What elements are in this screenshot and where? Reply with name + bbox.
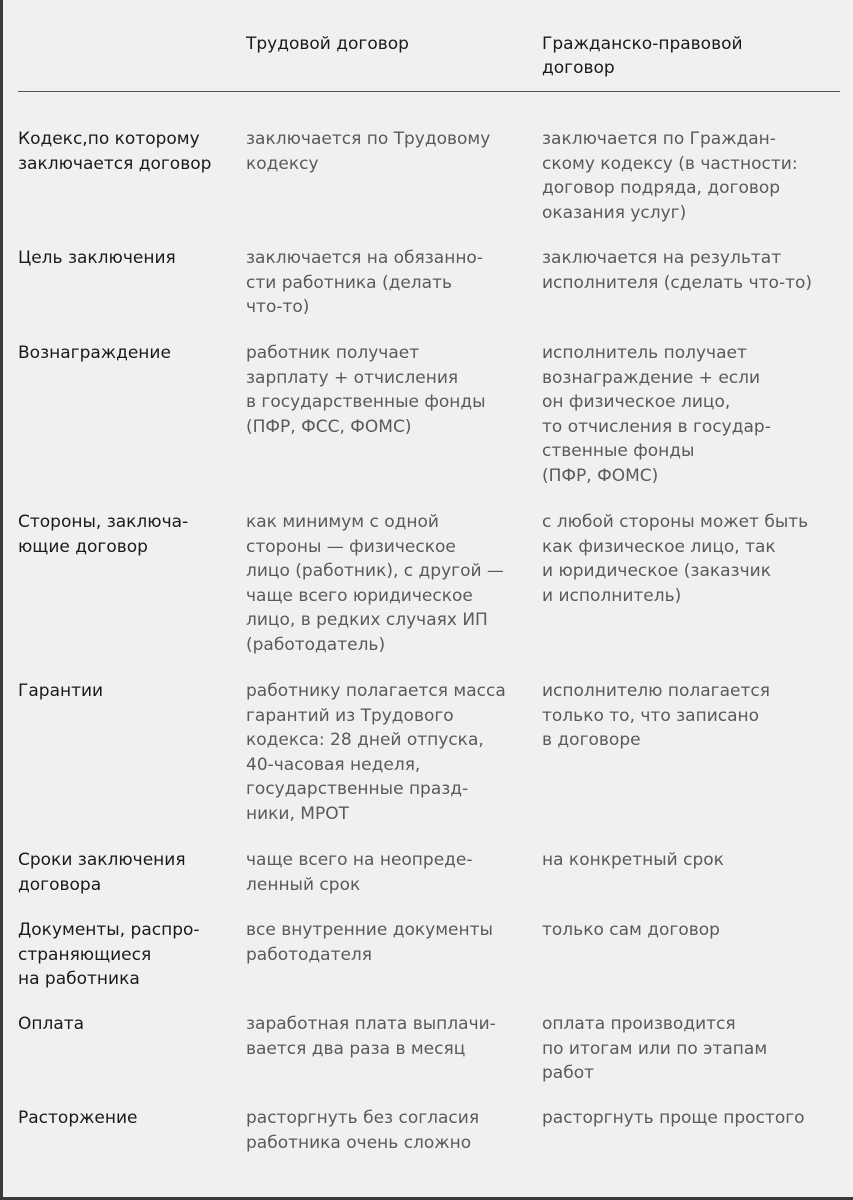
civil-cell: расторгнуть проще простого (542, 1108, 805, 1128)
row-label: Вознаграждение (18, 343, 171, 363)
row-label: Кодекс,по которому заключается договор (18, 129, 212, 174)
labor-cell: заработная плата выплачи- вается два раза в месяц (246, 1014, 496, 1059)
labor-cell: заключается по Трудовому кодексу (246, 129, 491, 174)
labor-cell: работнику полагается масса гарантий из Трудового кодекса: 28 дней отпуска, 40-часовая неделя, государственные празд- ники, МРОТ (246, 681, 506, 824)
labor-cell: чаще всего на неопреде- ленный срок (246, 850, 473, 895)
civil-cell: с любой стороны может быть как физическое лицо, так и юридическое (заказчик и исполнитель) (542, 512, 809, 606)
labor-cell: как минимум с одной стороны — физическое лицо (работник), с другой — чаще всего юридическое лицо, в редких случаях ИП (работодатель) (246, 512, 504, 655)
table-header (0, 32, 853, 92)
civil-cell: исполнителю полагается только то, что записано в договоре (542, 681, 770, 751)
header-civil-contract: Гражданско-правовой договор (542, 34, 743, 78)
labor-cell: расторгнуть без согласия работника очень сложно (246, 1108, 480, 1153)
labor-cell: работник получает зарплату + отчисления в государственные фонды (ПФР, ФСС, ФОМС) (246, 343, 486, 437)
civil-cell: оплата производится по итогам или по этапам работ (542, 1014, 768, 1084)
labor-cell: все внутренние документы работодателя (246, 920, 493, 965)
left-border (0, 0, 3, 1200)
civil-cell: исполнитель получает вознаграждение + если он физическое лицо, то отчисления в государ- ственные фонды (ПФР, ФОМС) (542, 343, 771, 486)
row-label: Стороны, заключа- ющие договор (18, 512, 189, 557)
header-divider (18, 91, 840, 92)
header-labor-contract: Трудовой договор (246, 34, 409, 54)
civil-cell: на конкретный срок (542, 850, 724, 870)
labor-cell: заключается на обязанно- сти работника (делать что-то) (246, 248, 483, 318)
row-label: Сроки заключения договора (18, 850, 186, 895)
row-label: Гарантии (18, 681, 104, 701)
civil-cell: заключается на результат исполнителя (сделать что-то) (542, 248, 813, 293)
row-label: Оплата (18, 1014, 85, 1034)
row-label: Расторжение (18, 1108, 138, 1128)
civil-cell: заключается по Граждан- скому кодексу (в частности: договор подряда, договор оказания услуг) (542, 129, 798, 223)
civil-cell: только сам договор (542, 920, 720, 940)
row-label: Цель заключения (18, 248, 176, 268)
row-label: Документы, распро- страняющиеся на работника (18, 920, 200, 990)
